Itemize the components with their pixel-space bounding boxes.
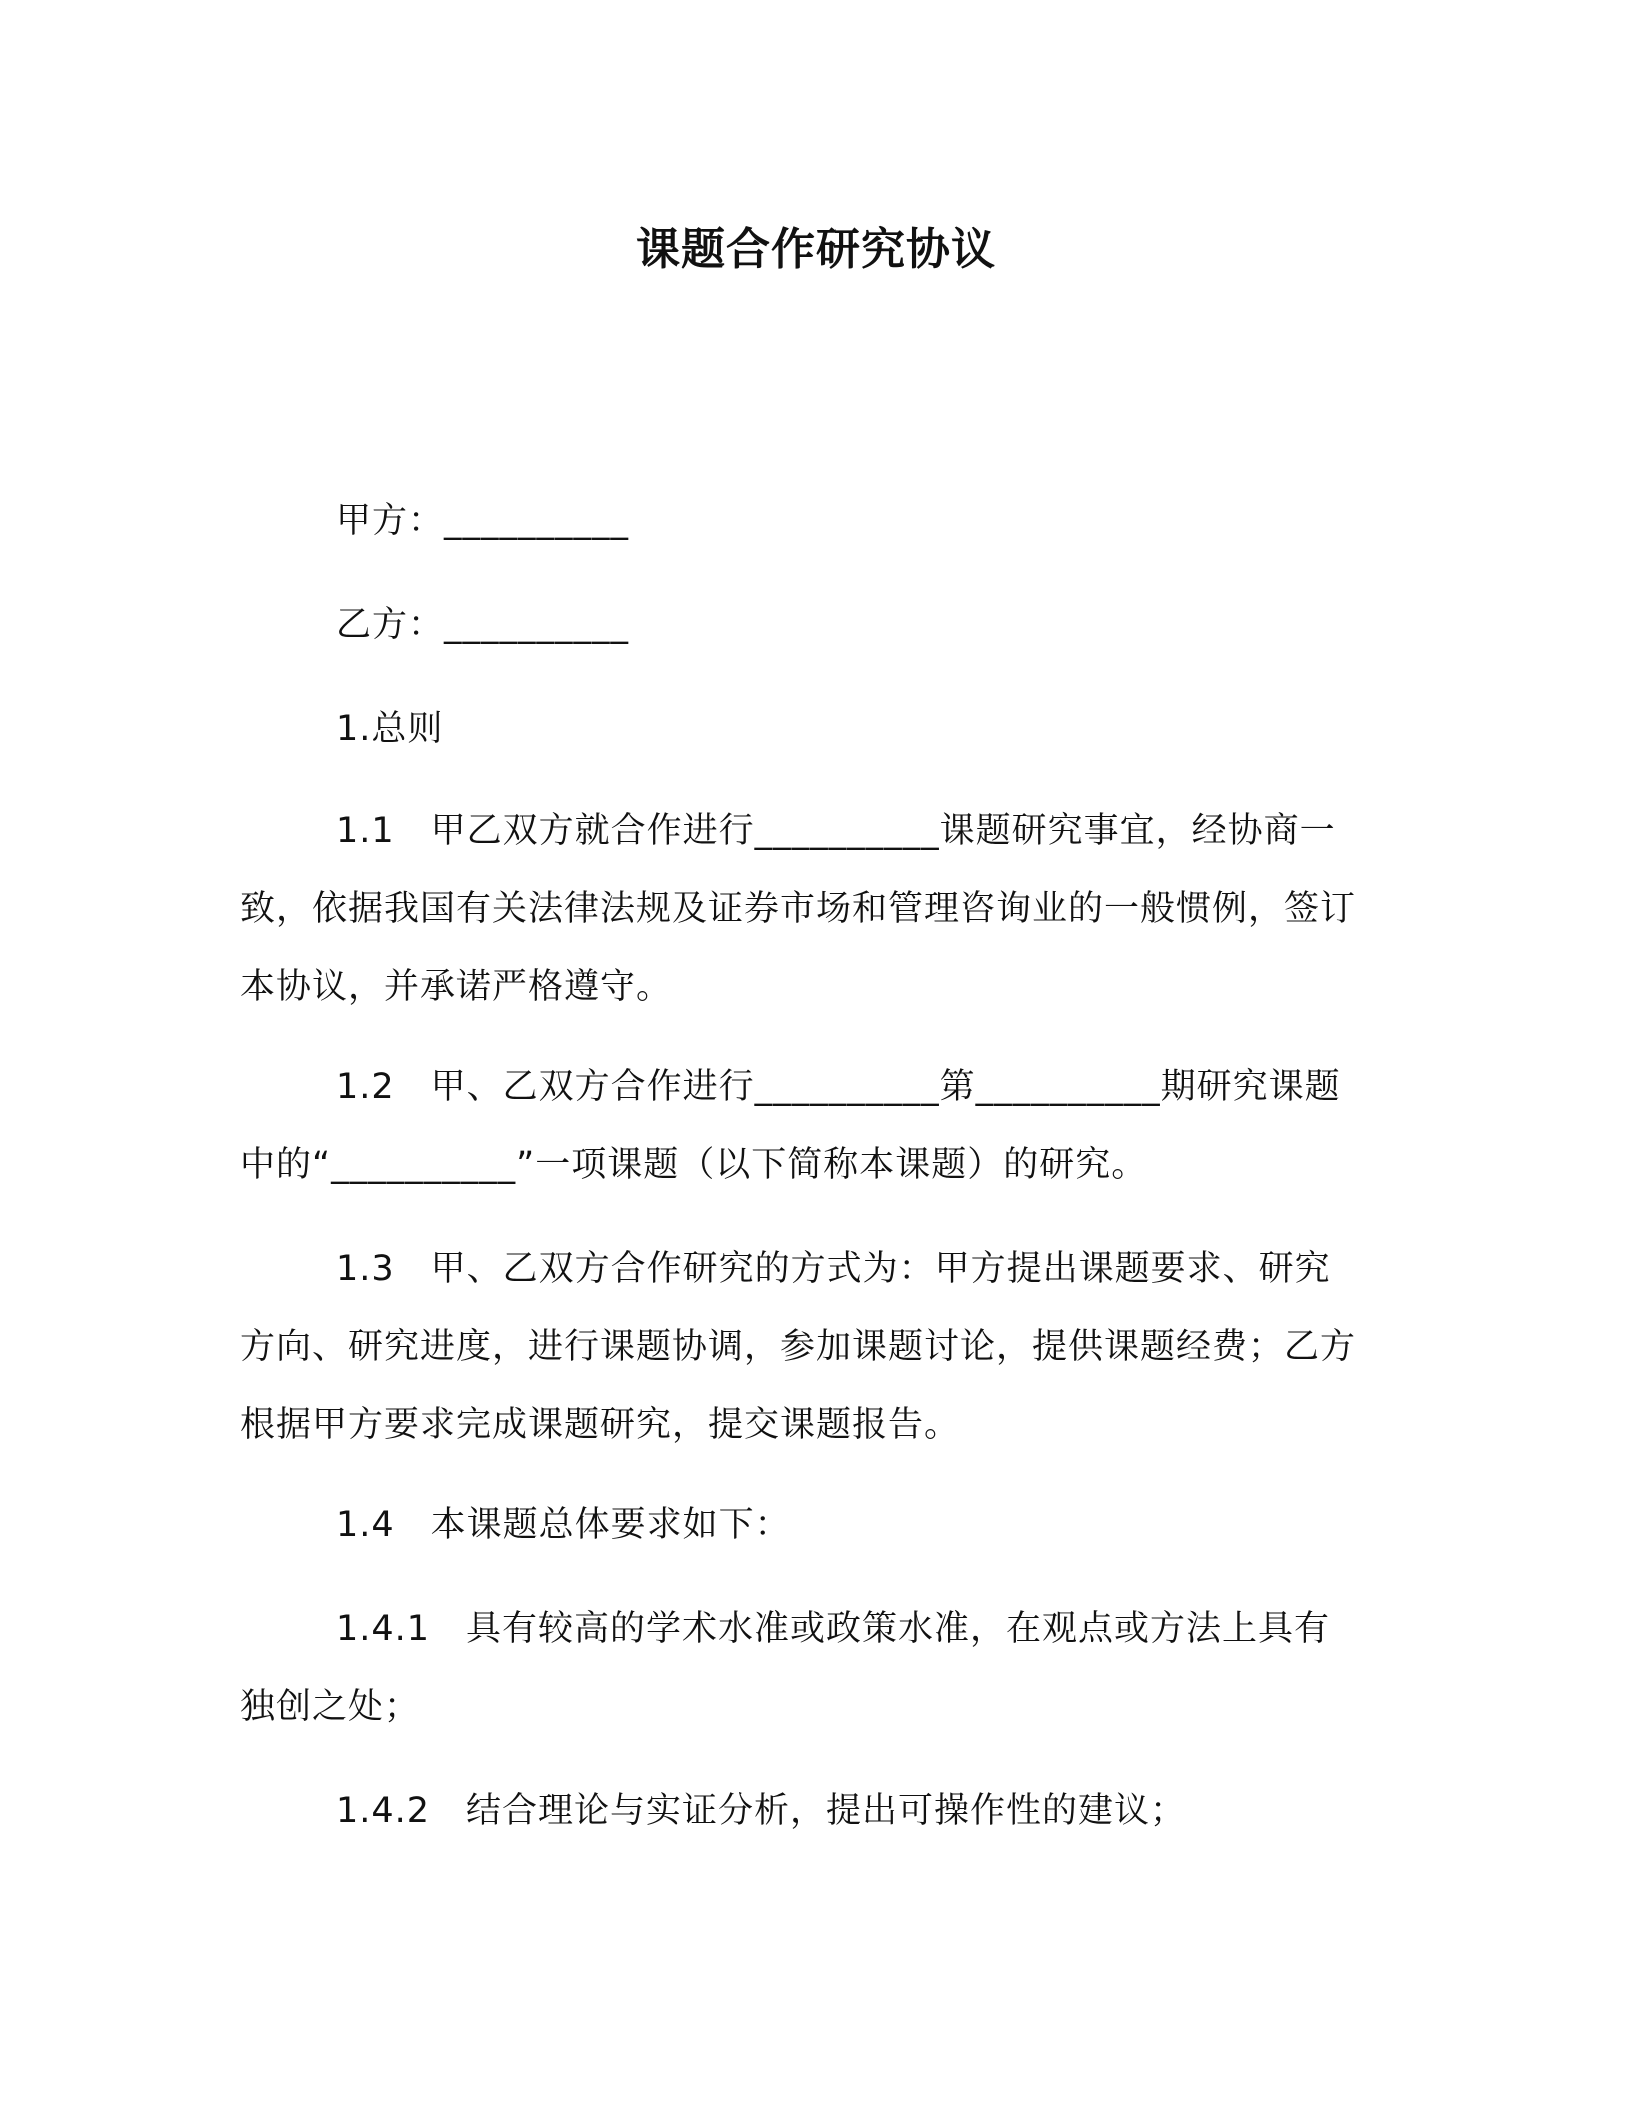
party-a-line: 甲方：__________ — [336, 501, 630, 541]
clause-1-2: 1.2 甲、乙双方合作进行__________第__________期研究课题中的“__________”一项课题（以下简称本课题）的研究。 — [240, 1067, 1341, 1185]
clause-1-4-1: 1.4.1 具有较高的学术水准或政策水准，在观点或方法上具有独创之处； — [240, 1609, 1331, 1727]
clause-1-3: 1.3 甲、乙双方合作研究的方式为：甲方提出课题要求、研究方向、研究进度，进行课题协调，参加课题讨论，提供课题经费；乙方根据甲方要求完成课题研究，提交课题报告。 — [240, 1249, 1357, 1445]
clause-1-1: 1.1 甲乙双方就合作进行__________课题研究事宜，经协商一致，依据我国有关法律法规及证券市场和管理咨询业的一般惯例，签订本协议，并承诺严格遵守。 — [240, 811, 1357, 1007]
party-b-line: 乙方：__________ — [336, 605, 630, 645]
section-heading-general: 1.总则 — [336, 709, 444, 749]
clause-1-4: 1.4 本课题总体要求如下： — [336, 1505, 791, 1545]
clause-1-4-2: 1.4.2 结合理论与实证分析，提出可操作性的建议； — [336, 1791, 1187, 1831]
document-title: 课题合作研究协议 — [636, 224, 996, 275]
